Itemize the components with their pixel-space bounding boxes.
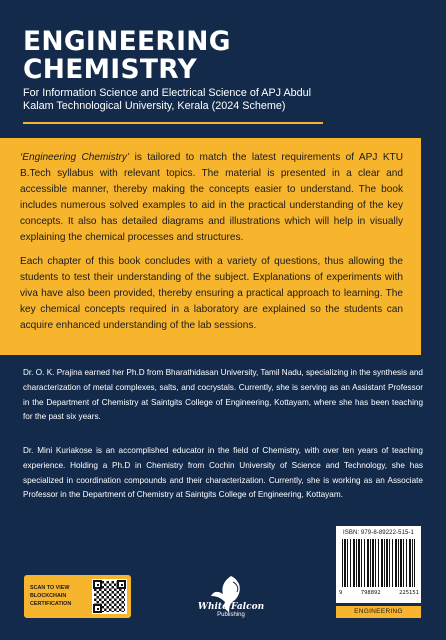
scan-label bbox=[30, 584, 88, 608]
title-divider bbox=[23, 122, 323, 124]
scan-line-1: SCAN TO VIEW bbox=[30, 585, 70, 591]
blurb-lead: ‘Engineering Chemistry’ bbox=[20, 152, 130, 163]
blurb-panel bbox=[0, 138, 421, 355]
title-line-2: CHEMISTRY bbox=[23, 54, 197, 85]
barcode-digit-group: 798892 bbox=[360, 590, 381, 596]
blurb-paragraph-1 bbox=[20, 150, 403, 245]
barcode-digits bbox=[339, 590, 419, 596]
blockchain-scan-panel bbox=[24, 575, 131, 618]
barcode-digit-group: 225151 bbox=[399, 590, 419, 596]
barcode-icon bbox=[342, 539, 415, 587]
publisher-name: White Falcon bbox=[197, 602, 265, 612]
scan-line-3: CERTIFICATION bbox=[30, 601, 72, 607]
book-title bbox=[23, 28, 231, 84]
title-line-1: ENGINEERING bbox=[23, 26, 231, 57]
barcode-digit-group: 9 bbox=[339, 590, 343, 596]
blurb-paragraph-2: Each chapter of this book concludes with a variety of questions, thus allowing the students to test their understanding of the subject. Explanations of experiments with viva have also been provided, thereby ensuring a practical approach to learning. The key chemical concepts required in a laboratory are explained so the students can acquire enhanced understanding of the lab sessions. bbox=[20, 256, 403, 332]
scan-line-2: BLOCKCHAIN bbox=[30, 593, 67, 599]
book-subtitle: For Information Science and Electrical Science of APJ Abdul Kalam Technological University, Kerala (2024 Scheme) bbox=[23, 87, 312, 112]
publisher-sub: Publishing bbox=[217, 612, 245, 618]
category-tag: ENGINEERING bbox=[336, 606, 421, 618]
qr-code-icon[interactable] bbox=[92, 579, 127, 614]
author-bio-1: Dr. O. K. Prajina earned her Ph.D from Bharathidasan University, Tamil Nadu, specializing in the synthesis and characterization of metal complexes, salts, and cocrystals. Currently, she is serving as an Assistant Professor in the Department of Chemistry at Saintgits College of Engineering, Kottayam, where she has been teaching for the past six years. bbox=[23, 368, 423, 422]
isbn-label: ISBN: 979-8-89222-515-1 bbox=[342, 530, 414, 536]
blurb-paragraph-1-text: is tailored to match the latest requirements of APJ KTU B.Tech syllabus with relevant topics. The material is presented in a clear and accessible manner, thereby making the concepts easier to understand. The book includes numerous solved examples to aid in the practical understanding of the key concepts. It also has detailed diagrams and illustrations which will help in visually explaining the chemical processes and structures. bbox=[20, 152, 404, 243]
author-bio-2: Dr. Mini Kuriakose is an accomplished educator in the field of Chemistry, with over ten years of teaching experience. Holding a Ph.D in Chemistry from Cochin University of Science and Technology, she has specialized in coordination compounds and their characterization. Currently, she is working as an Associate Professor in the Department of Chemistry at Saintgits College of Engineering, Kottayam. bbox=[23, 446, 423, 500]
isbn-barcode bbox=[336, 526, 421, 603]
